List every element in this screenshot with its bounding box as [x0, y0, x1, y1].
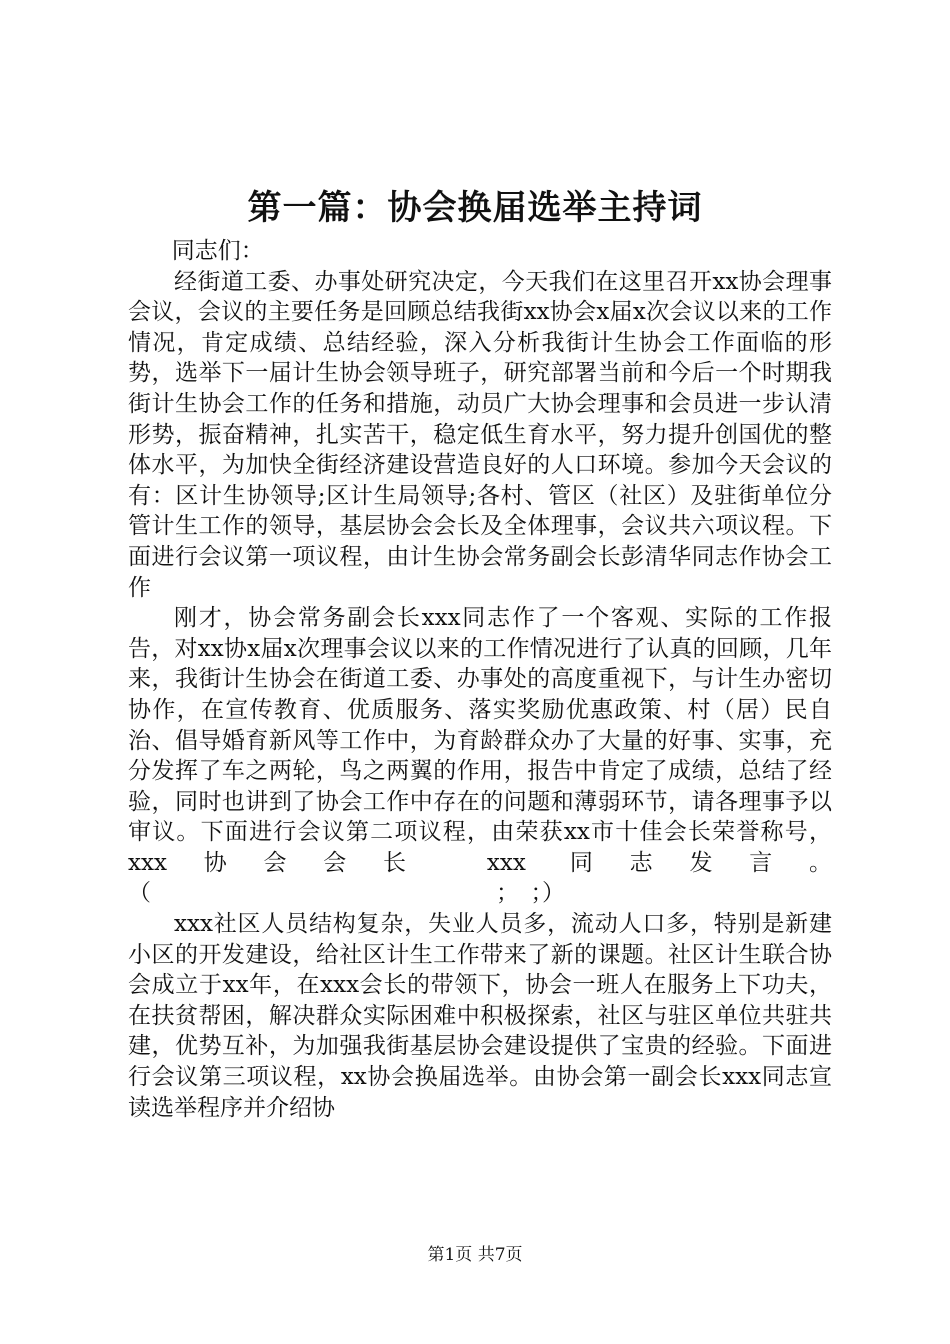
paragraph-3: xxx社区人员结构复杂，失业人员多，流动人口多，特别是新建小区的开发建设，给社区计生工作带来了新的课题。社区计生联合协会成立于xx年，在xxx会长的带领下，协会一班人在服务上下功夫，在扶贫帮困，解决群众实际困难中积极探索，社区与驻区单位共驻共建，优势互补，为加强我街基层协会建设提供了宝贵的经验。下面进行会议第三项议程，xx协会换届选举。由协会第一副会长xxx同志宣读选举程序并介绍协 [128, 911, 832, 1121]
page-footer: 第1页 共7页 [427, 1245, 523, 1265]
paragraph-1: 经街道工委、办事处研究决定，今天我们在这里召开xx协会理事会议，会议的主要任务是回顾总结我街xx协会x届x次会议以来的工作情况，肯定成绩、总结经验，深入分析我街计生协会工作面临的形势，选举下一届计生协会领导班子，研究部署当前和今后一个时期我街计生协会工作的任务和措施，动员广大协会理事和会员进一步认清形势，振奋精神，扎实苦干，稳定低生育水平，努力提升创国优的整体水平，为加快全街经济建设营造良好的人口环境。参加今天会议的有：区计生协领导;区计生局领导;各村、管区（社区）及驻街单位分管计生工作的领导，基层协会会长及全体理事，会议共六项议程。下面进行会议第一项议程，由计生协会常务副会长彭清华同志作协会工作 [128, 268, 832, 601]
greeting: 同志们： [171, 238, 264, 264]
document-title: 第一篇：协会换届选举主持词 [247, 188, 703, 228]
document-body [128, 236, 832, 1123]
paragraph-2: 刚才，协会常务副会长xxx同志作了一个客观、实际的工作报告，对xx协x届x次理事会议以来的工作情况进行了认真的回顾，几年来，我街计生协会在街道工委、办事处的高度重视下，与计生办密切协作，在宣传教育、优质服务、落实奖励优惠政策、村（居）民自治、倡导婚育新风等工作中，为育龄群众办了大量的好事、实事，充分发挥了车之两轮，鸟之两翼的作用，报告中肯定了成绩，总结了经验，同时也讲到了协会工作中存在的问题和薄弱环节，请各理事予以审议。下面进行会议第二项议程，由荣获xx市十佳会长荣誉称号，xxx协会会长 xxx 同志发言。（ ； ；） [128, 605, 832, 907]
